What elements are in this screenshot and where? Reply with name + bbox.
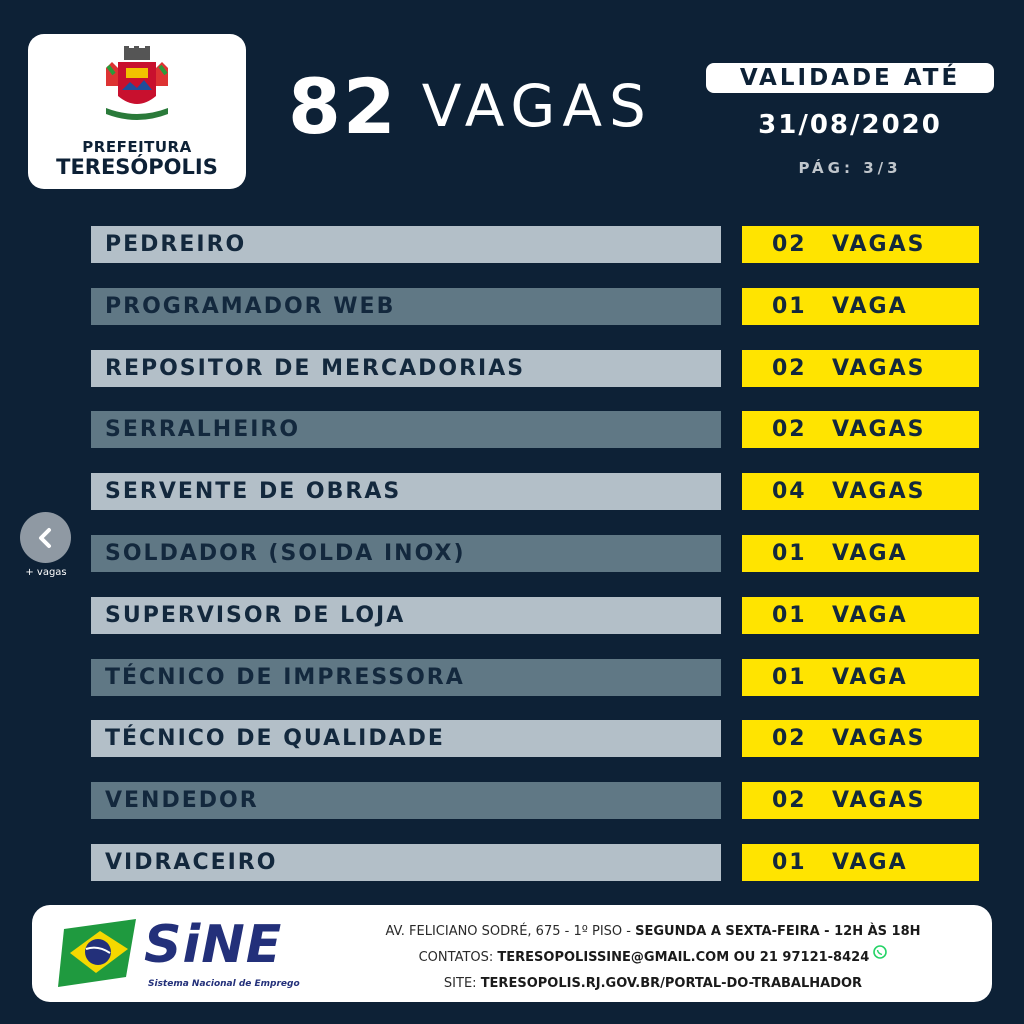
list-item [91, 597, 979, 634]
job-count-unit: VAGAS [832, 232, 926, 257]
job-count-unit: VAGAS [832, 479, 926, 505]
validity-date: 31/08/2020 [758, 110, 942, 140]
job-vacancies [742, 597, 979, 634]
job-count-unit: VAGAS [832, 417, 926, 443]
previous-page-button[interactable] [20, 512, 71, 563]
address-text: AV. FELICIANO SODRÉ, 675 - 1º PISO - [385, 924, 636, 939]
list-item [91, 411, 979, 448]
job-vacancies [742, 659, 979, 696]
job-title: SUPERVISOR DE LOJA [91, 597, 721, 634]
vacancy-headline [288, 61, 653, 151]
job-vacancies [742, 844, 979, 881]
job-count-unit: VAGAS [832, 788, 926, 814]
job-count-number: 02 [772, 788, 807, 814]
list-item [91, 473, 979, 510]
job-title: REPOSITOR DE MERCADORIAS [91, 350, 721, 387]
list-item [91, 659, 979, 696]
job-count-unit: VAGAS [832, 355, 926, 381]
list-item [91, 350, 979, 387]
site-link[interactable]: TERESOPOLIS.RJ.GOV.BR/PORTAL-DO-TRABALHADOR [480, 976, 863, 991]
job-title: SERVENTE DE OBRAS [91, 473, 721, 510]
contacts-label: CONTATOS: [418, 950, 498, 965]
job-count-unit: VAGA [832, 849, 908, 875]
job-list [91, 226, 979, 906]
validity-label: VALIDADE ATÉ [706, 63, 994, 93]
job-count-number: 01 [772, 540, 807, 566]
job-title: VENDEDOR [91, 782, 721, 819]
job-count-number: 01 [772, 602, 807, 628]
vacancy-word: VAGAS [421, 72, 653, 140]
list-item [91, 535, 979, 572]
hours-text: SEGUNDA A SEXTA-FEIRA - 12H ÀS 18H [635, 924, 921, 939]
job-vacancies [742, 411, 979, 448]
list-item [91, 226, 979, 263]
job-title: TÉCNICO DE IMPRESSORA [91, 659, 721, 696]
job-count-number: 02 [772, 355, 807, 381]
job-vacancies [742, 720, 979, 757]
coat-of-arms-icon [102, 46, 172, 126]
vacancy-count: 82 [288, 61, 398, 151]
job-count-number: 02 [772, 726, 807, 752]
site-label: SITE: [443, 976, 481, 991]
sine-logo-text: SiNE [144, 915, 283, 975]
job-count-number: 02 [772, 417, 807, 443]
job-count-unit: VAGA [832, 602, 908, 628]
job-count-number: 01 [772, 849, 807, 875]
job-title: TÉCNICO DE QUALIDADE [91, 720, 721, 757]
page-indicator: PÁG: 3/3 [798, 159, 902, 177]
job-title: VIDRACEIRO [91, 844, 721, 881]
list-item [91, 844, 979, 881]
prefeitura-logo [28, 34, 246, 189]
job-vacancies [742, 288, 979, 325]
footer [32, 905, 992, 1002]
logo-line2: TERESÓPOLIS [56, 154, 218, 179]
list-item [91, 720, 979, 757]
job-count-unit: VAGA [832, 293, 908, 319]
sine-logo-subtitle: Sistema Nacional de Emprego [148, 979, 300, 989]
site-line [328, 971, 978, 997]
job-title: SOLDADOR (SOLDA INOX) [91, 535, 721, 572]
job-title: PEDREIRO [91, 226, 721, 263]
contacts-line [328, 945, 978, 971]
job-count-number: 02 [772, 232, 807, 257]
job-count-number: 04 [772, 479, 807, 505]
list-item [91, 782, 979, 819]
job-count-number: 01 [772, 664, 807, 690]
brazil-flag-icon [56, 915, 142, 991]
contacts-value[interactable]: TERESOPOLISSINE@GMAIL.COM OU 21 97121-8424 [497, 950, 870, 965]
previous-page-label[interactable]: + vagas [25, 567, 67, 578]
job-vacancies [742, 473, 979, 510]
whatsapp-icon [873, 945, 887, 959]
job-title: PROGRAMADOR WEB [91, 288, 721, 325]
job-count-unit: VAGAS [832, 726, 926, 752]
address-line [328, 919, 978, 945]
logo-line1: PREFEITURA [82, 138, 192, 157]
job-vacancies [742, 782, 979, 819]
job-count-unit: VAGA [832, 540, 908, 566]
footer-info [328, 919, 978, 997]
job-title: SERRALHEIRO [91, 411, 721, 448]
job-count-unit: VAGA [832, 664, 908, 690]
list-item [91, 288, 979, 325]
job-vacancies [742, 535, 979, 572]
job-vacancies [742, 226, 979, 263]
chevron-left-icon [34, 526, 58, 550]
job-count-number: 01 [772, 293, 807, 319]
job-vacancies [742, 350, 979, 387]
